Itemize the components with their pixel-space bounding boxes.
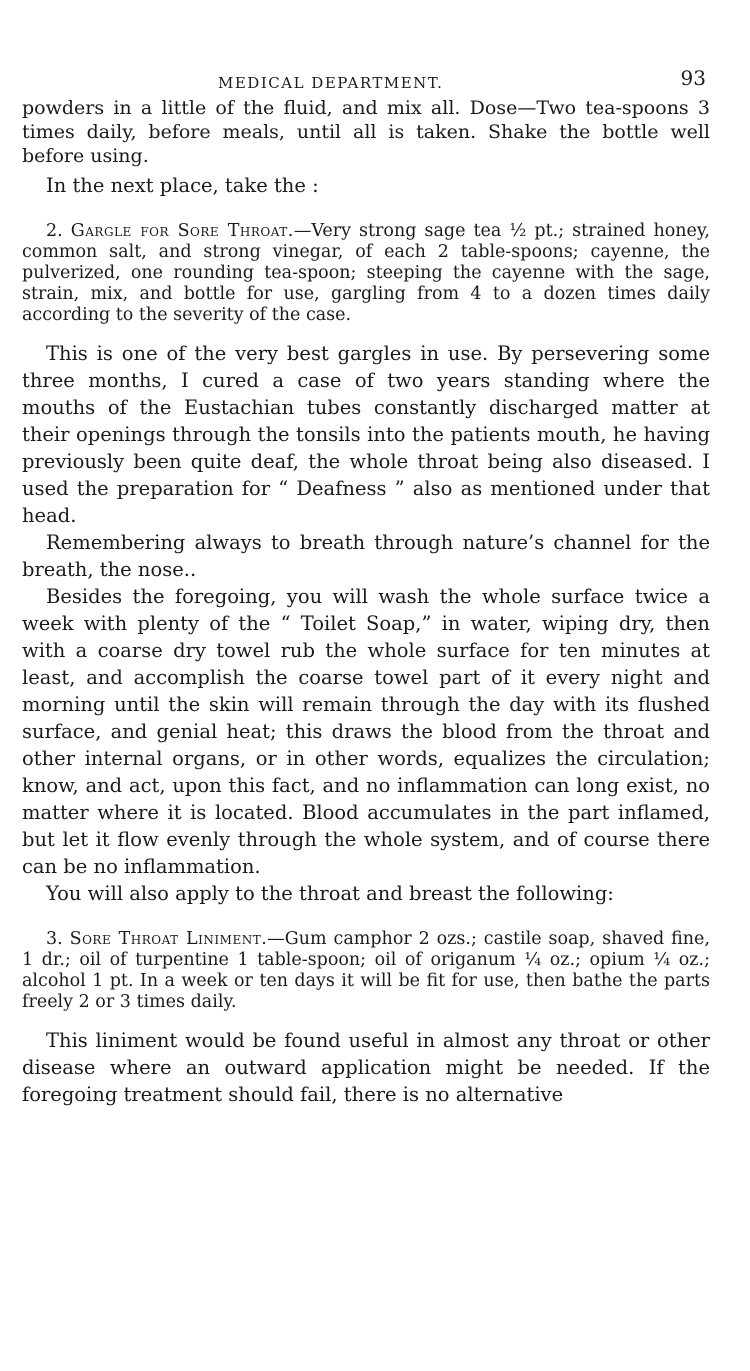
recipe-liniment	[22, 929, 710, 1013]
paragraph-breath: Remembering always to breath through nature’s channel for the breath, the nose..	[22, 531, 710, 581]
paragraph-next-place: In the next place, take the :	[46, 174, 319, 197]
recipe-gargle	[22, 221, 710, 326]
recipe-body: —Gum camphor 2 ozs.; castile soap, shaved fine, 1 dr.; oil of turpentine 1 table-spoon; oil of origanum ¼ oz.; opium ¼ oz.; alcohol 1 pt. In a week or ten days it will be fit for use, then bathe the parts freely 2 or 3 times daily.	[22, 929, 710, 1012]
recipe-heading: Sore Throat Liniment.	[69, 929, 268, 949]
recipe-number: 3.	[46, 929, 63, 949]
paragraph-liniment-useful: This liniment would be found useful in almost any throat or other disease where an outward application might be needed. If the foregoing treatment should fail, there is no alternative	[22, 1029, 710, 1106]
recipe-heading: Gargle for Sore Throat.	[70, 221, 294, 241]
paragraph-also-apply: You will also apply to the throat and breast the following:	[46, 882, 614, 905]
paragraph-continuation: powders in a little of the fluid, and mix all. Dose—Two tea-spoons 3 times daily, before meals, until all is taken. Shake the bottle well before using.	[22, 97, 710, 167]
book-page	[22, 62, 710, 1108]
paragraph-foregoing: Besides the foregoing, you will wash the whole surface twice a week with plenty of the “ Toilet Soap,” in water, wiping dry, then with a coarse dry towel rub the whole surface for ten minutes at least, and accomplish the coarse towel part of it every night and morning until the skin will remain through the day with its flushed surface, and genial heat; this draws the blood from the throat and other internal organs, or in other words, equalizes the circulation; know, and act, upon this fact, and no inflammation can long exist, no matter where it is located. Blood accumulates in the part inflamed, but let it flow evenly through the whole system, and of course there can be no inflammation.	[22, 585, 710, 878]
recipe-body: —Very strong sage tea ½ pt.; strained honey, common salt, and strong vinegar, of each 2 table-spoons; cayenne, the pulverized, one rounding tea-spoon; steeping the cayenne with the sage, strain, mix, and bottle for use, gargling from 4 to a dozen times daily according to the severity of the case.	[22, 221, 710, 325]
running-head: MEDICAL DEPARTMENT.	[218, 74, 444, 92]
page-number: 93	[680, 66, 706, 90]
page-header	[22, 62, 710, 96]
paragraph-best-gargles: This is one of the very best gargles in use. By persevering some three months, I cured a case of two years standing where the mouths of the Eustachian tubes constantly discharged matter at their openings through the tonsils into the patients mouth, he having previously been quite deaf, the whole throat being also diseased. I used the preparation for “ Deafness ” also as mentioned under that head.	[22, 342, 710, 527]
recipe-number: 2.	[46, 221, 63, 241]
